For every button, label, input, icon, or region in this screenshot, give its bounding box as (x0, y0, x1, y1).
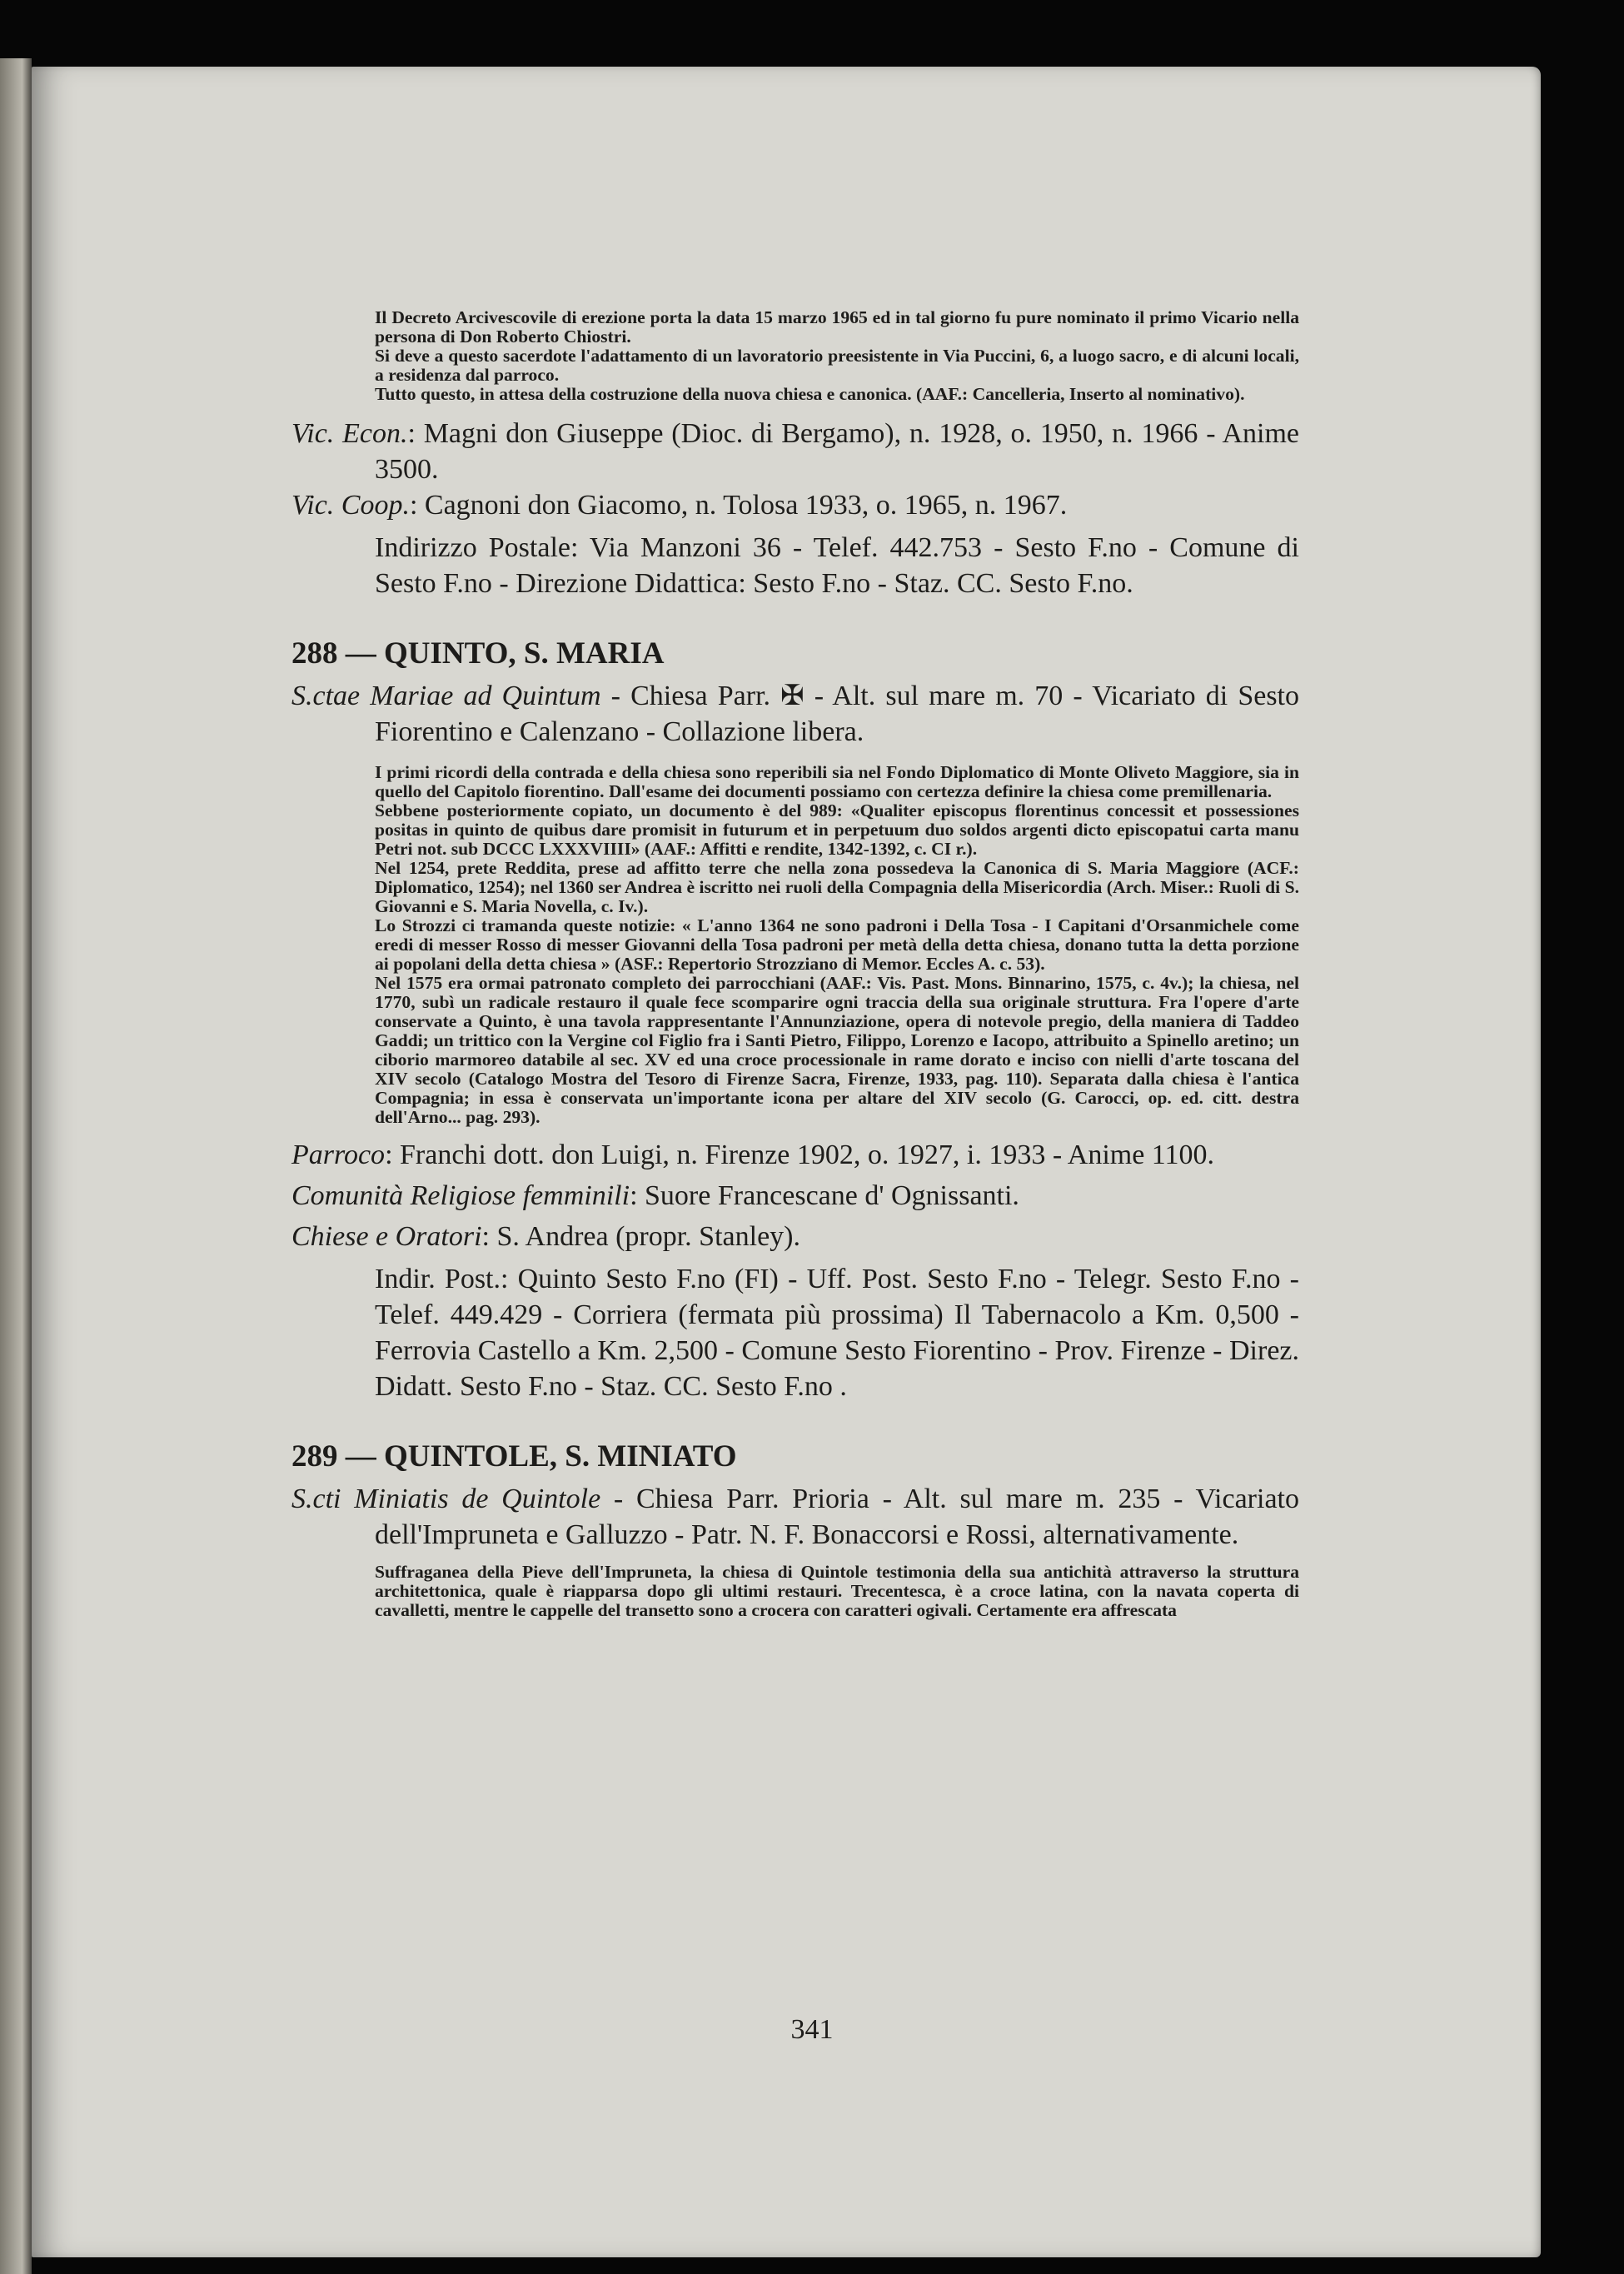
entry-288-notes (375, 763, 1299, 1127)
postal-address-1: Indirizzo Postale: Via Manzoni 36 - Telef. 442.753 - Sesto F.no - Comune di Sesto F.no - Direzione Didattica: Sesto F.no - Staz. CC. Sesto F.no. (375, 532, 1299, 599)
chiese-label: Chiese e Oratori (291, 1221, 482, 1252)
entry-289-notes (375, 1563, 1299, 1620)
vic-coop-label: Vic. Coop. (291, 490, 410, 521)
vic-econ-text: : Magni don Giuseppe (Dioc. di Bergamo), n. 1928, o. 1950, n. 1966 - Anime 3500. (375, 418, 1299, 485)
entry-288-latin-name: S.ctae Mariae ad Quintum (291, 681, 601, 711)
postal-address-288: Indir. Post.: Quinto Sesto F.no (FI) - Uff. Post. Sesto F.no - Telegr. Sesto F.no - Telef. 449.429 - Corriera (fermata più prossima) Il Tabernacolo a Km. 0,500 - Ferrovia Castello a Km. 2,500 - Comune Sesto Fiorentino - Prov. Firenze - Direz. Didatt. Sesto F.no - Staz. CC. Sesto F.no . (375, 1264, 1299, 1402)
note-paragraph: Tutto questo, in attesa della costruzione della nuova chiesa e canonica. (AAF.: Cancelleria, Inserto al nominativo). (375, 384, 1245, 404)
vic-econ-label: Vic. Econ. (291, 418, 408, 449)
parroco-label: Parroco (291, 1139, 386, 1170)
parroco-line (291, 1137, 1299, 1173)
page-content (291, 308, 1299, 1620)
comunita-label: Comunità Religiose femminili (291, 1180, 630, 1211)
vic-coop-text: : Cagnoni don Giacomo, n. Tolosa 1933, o. 1965, n. 1967. (409, 490, 1068, 521)
vic-econ-line (291, 416, 1299, 487)
note-paragraph: Sebbene posteriormente copiato, un documento è del 989: «Qualiter episcopus florentinus concessit et possessiones positas in quinto de quibus dare promisit in futurum et in perpetuum duo soldos argenti dicto episcopatui carta manu Petri not. sub DCCC LXXXVIIII» (AAF.: Affitti e rendite, 1342-1392, c. CI r.). (375, 800, 1299, 859)
entry-289-heading: 289 — QUINTOLE, S. MINIATO (291, 1439, 737, 1474)
note-paragraph: Nel 1575 era ormai patronato completo dei parrocchiani (AAF.: Vis. Past. Mons. Binnarino, 1575, c. 4v.); la chiesa, nel 1770, subì un radicale restauro il quale fece scomparire ogni traccia della sua originale struttura. Fra l'opere d'arte conservate a Quinto, è una tavola rappresentante l'Annunziazione, opera di notevole pregio, della maniera di Taddeo Gaddi; un trittico con la Vergine col Figlio fra i Santi Pietro, Filippo, Lorenzo e Iacopo, attribuito a Spinello aretino; un ciborio marmoreo databile al sec. XV ed una croce processionale in rame dorato e inciso con nielli d'arte toscana del XIV secolo (Catalogo Mostra del Tesoro di Firenze Sacra, Firenze, 1933, pag. 110). Separata dalla chiesa è l'antica Compagnia; in essa è conservata un'importante icona per altare del XIV secolo (G. Carocci, op. ed. citt. destra dell'Arno... pag. 293). (375, 973, 1299, 1127)
chiese-text: : S. Andrea (propr. Stanley). (481, 1221, 800, 1252)
page-number: 341 (790, 2014, 834, 2045)
chiese-line (291, 1219, 1299, 1254)
note-paragraph: Nel 1254, prete Reddita, prese ad affitto terre che nella zona possedeva la Canonica di S. Maria Maggiore (ACF.: Diplomatico, 1254); nel 1360 ser Andrea è iscritto nei ruoli della Compagnia della Misericordia (Arch. Miser.: Ruoli di S. Giovanni e S. Maria Novella, c. Iv.). (375, 858, 1299, 916)
entry-289-title-line (291, 1481, 1299, 1553)
entry-289-description: - Chiesa Parr. Prioria - Alt. sul mare m. 235 - Vicariato dell'Impruneta e Galluzzo - Patr. N. F. Bonaccorsi e Rossi, alternativamente. (375, 1484, 1299, 1550)
parroco-text: : Franchi dott. don Luigi, n. Firenze 1902, o. 1927, i. 1933 - Anime 1100. (385, 1139, 1215, 1170)
note-paragraph: Lo Strozzi ci tramanda queste notizie: « L'anno 1364 ne sono padroni i Della Tosa - I Capitani d'Orsanmichele come eredi di messer Rosso di messer Giovanni della Tosa padroni per metà della detta chiesa, donano tutta la detta porzione ai popolani della detta chiesa » (ASF.: Repertorio Strozziano di Memor. Eccles A. c. 53). (375, 915, 1299, 974)
vic-coop-line (291, 487, 1299, 523)
entry-289-latin-name: S.cti Miniatis de Quintole (291, 1484, 601, 1514)
entry-288-title-line (291, 678, 1299, 750)
entry-288-heading: 288 — QUINTO, S. MARIA (291, 636, 665, 671)
note-paragraph: Il Decreto Arcivescovile di erezione porta la data 15 marzo 1965 ed in tal giorno fu pure nominato il primo Vicario nella persona di Don Roberto Chiostri. (375, 307, 1299, 347)
decree-notes (375, 308, 1299, 404)
note-paragraph: I primi ricordi della contrada e della chiesa sono reperibili sia nel Fondo Diplomatico di Monte Oliveto Maggiore, sia in quello del Capitolo fiorentino. Dall'esame dei documenti possiamo con certezza definire la chiesa come premillenaria. (375, 762, 1299, 801)
left-page-edge (0, 58, 32, 2274)
note-paragraph: Si deve a questo sacerdote l'adattamento di un lavoratorio preesistente in Via Puccini, 6, a luogo sacro, e di alcuni locali, a residenza dal parroco. (375, 346, 1299, 385)
comunita-line (291, 1178, 1299, 1214)
note-paragraph: Suffraganea della Pieve dell'Impruneta, la chiesa di Quintole testimonia della sua antichità attraverso la struttura architettonica, quale è riapparsa dopo gli ultimi restauri. Trecentesca, è a croce latina, con la navata coperta di cavalletti, mentre le cappelle del transetto sono a crocera con caratteri ogivali. Certamente era affrescata (375, 1562, 1299, 1620)
entry-288-description: - Chiesa Parr. ✠ - Alt. sul mare m. 70 - Vicariato di Sesto Fiorentino e Calenzano - Collazione libera. (375, 681, 1299, 747)
comunita-text: : Suore Francescane d' Ognissanti. (630, 1180, 1019, 1211)
